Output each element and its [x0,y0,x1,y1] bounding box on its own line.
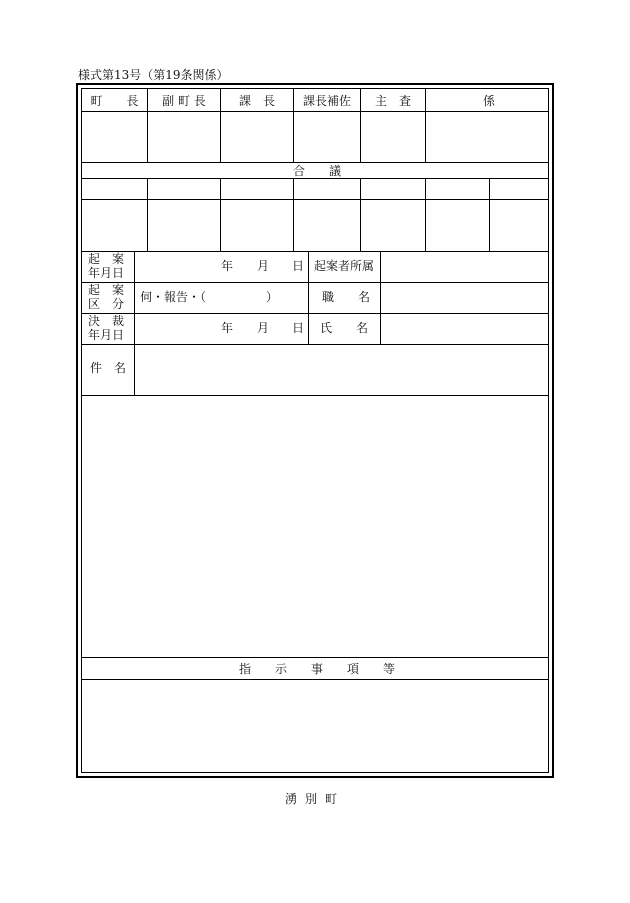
name-label: 氏 名 [320,321,369,335]
stamp-cell-deputy[interactable] [148,112,220,162]
decision-date-month: 月 [257,321,270,335]
instructions-area[interactable] [82,680,552,774]
form-frame [76,83,554,778]
header-section-chief: 課 長 [238,93,275,108]
footer-town-name: 湧別町 [284,792,345,806]
decision-date-label-line2: 年月日 [88,328,125,342]
draft-date-year: 年 [221,259,234,273]
draft-date-month: 月 [257,259,270,273]
header-assistant-chief: 課長補佐 [302,93,351,108]
form-caption: 様式第13号（第19条関係） [78,68,229,82]
header-chief: 町 長 [90,93,139,108]
body-text-area[interactable] [82,396,552,657]
position-label: 職 名 [322,290,371,304]
instructions-label: 指 示 事 項 等 [238,662,395,676]
draft-category-label-line2: 区 分 [88,297,125,311]
subject-field[interactable] [135,345,552,395]
consultation-stamp-area[interactable] [82,179,552,251]
name-field[interactable] [381,314,552,344]
rule [308,251,309,344]
draft-category-label-line1: 起 案 [88,283,125,297]
draft-date-label-line1: 起 案 [88,252,125,266]
decision-date-label-line1: 決 裁 [88,314,125,328]
draft-date-label-line2: 年月日 [88,266,125,280]
consultation-label: 合 議 [292,164,341,178]
stamp-cell-chief[interactable] [82,112,147,162]
drafter-dept-label: 起案者所属 [314,259,375,273]
header-deputy: 副 町 長 [162,93,206,108]
drafter-dept-field[interactable] [381,252,552,282]
subject-label: 件 名 [90,361,127,375]
stamp-cell-staff[interactable] [426,112,552,162]
draft-date-day: 日 [292,259,305,273]
draft-category-value: 伺・報告・（ ） [140,290,279,304]
stamp-cell-section-chief[interactable] [221,112,293,162]
header-supervisor: 主 査 [374,93,411,108]
decision-date-year: 年 [221,321,234,335]
header-staff: 係 [482,93,495,108]
decision-date-day: 日 [292,321,305,335]
form-grid [81,88,549,773]
position-field[interactable] [381,283,552,313]
stamp-cell-supervisor[interactable] [361,112,425,162]
stamp-cell-assistant-chief[interactable] [294,112,360,162]
